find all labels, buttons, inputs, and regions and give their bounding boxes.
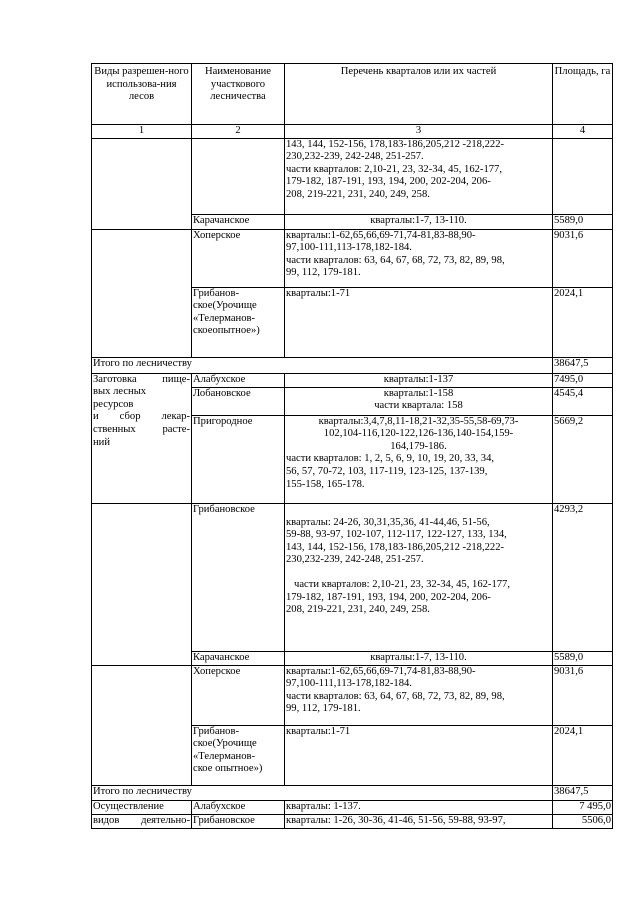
total-area: 38647,5 [553, 357, 613, 373]
quarters-line: части кварталов: 2,10-21, 23, 32-34, 45, 162-177, [286, 163, 502, 175]
quarters-line: 59-88, 93-97, 102-107, 112-117, 122-127, 133, 134, [286, 529, 507, 541]
total-row [92, 357, 613, 373]
header-row [92, 64, 613, 125]
quarters-line: 230,232-239, 242-248, 251-257. [286, 151, 424, 163]
quarters-line: кварталы:1-62,65,66,69-71,74-81,83-88,90- [286, 229, 476, 241]
quarters-line: кварталы:3,4,7,8,11-18,21-32,35-55,58-69,73- [318, 415, 519, 427]
forestry-name-lobanovskoe: Лобановское [192, 387, 285, 415]
use-type-cell: видов деятельно- [92, 814, 192, 828]
quarters-cell [285, 387, 553, 415]
quarters-cell: кварталы: 1-137. [285, 800, 553, 814]
use-type-line: ресурсов [93, 398, 134, 410]
quarters-cell: кварталы:1-137 [285, 373, 553, 387]
quarters-cell: кварталы:1-7, 13-110. [285, 214, 553, 229]
forestry-name-karachanskoe: Карачанское [192, 214, 285, 229]
quarters-line: 97,100-111,113-178,182-184. [286, 678, 412, 690]
header-use-type: Виды разрешен-ного использова-ния лесов [92, 64, 192, 125]
quarters-line: кварталы:1-158 [383, 387, 454, 399]
forestry-name-gribanovskoe: Грибановское [192, 814, 285, 828]
name-line: «Телерманов- [193, 750, 256, 762]
table-row [92, 503, 613, 651]
table-row [92, 814, 613, 828]
quarters-cell [285, 665, 553, 725]
quarters-cell [285, 415, 553, 503]
area-cell: 4293,2 [553, 503, 613, 651]
quarters-line: 179-182, 187-191, 193, 194, 200, 202-204, 206- [286, 176, 491, 188]
column-number: 2 [192, 125, 285, 139]
forestry-name-alabukhskoe: Алабухское [192, 373, 285, 387]
quarters-line: 102,104-116,120-122,126-136,140-154,159- [323, 428, 514, 440]
area-cell: 4545,4 [553, 387, 613, 415]
total-row [92, 785, 613, 800]
quarters-cell [285, 229, 553, 287]
use-type-cell [92, 229, 192, 357]
header-forestry-name: Наименование участкового лесничества [192, 64, 285, 125]
forestry-name-hoperskoe: Хоперское [192, 229, 285, 287]
quarters-line: 99, 112, 179-181. [286, 267, 361, 279]
area-cell: 5589,0 [553, 214, 613, 229]
quarters-cell [285, 503, 553, 651]
column-number: 1 [92, 125, 192, 139]
header-quarters-list: Перечень кварталов или их частей [285, 64, 553, 125]
quarters-line: части кварталов: 1, 2, 5, 6, 9, 10, 19, 20, 33, 34, [286, 453, 495, 465]
quarters-line: 164,179-186. [390, 440, 447, 452]
forest-quarters-table [91, 63, 613, 829]
area-cell: 5589,0 [553, 651, 613, 665]
quarters-line: части кварталов: 63, 64, 67, 68, 72, 73, 82, 89, 98, [286, 690, 505, 702]
quarters-line: 143, 144, 152-156, 178,183-186,205,212 -218,222- [286, 138, 505, 150]
forestry-name-prigorodnoe: Пригородное [192, 415, 285, 503]
area-cell: 5669,2 [553, 415, 613, 503]
quarters-line: кварталы: 24-26, 30,31,35,36, 41-44,46, 51-56, [286, 516, 490, 528]
quarters-line: 208, 219-221, 231, 240, 249, 258. [286, 188, 430, 200]
use-type-cell [92, 665, 192, 785]
quarters-cell: кварталы:1-7, 13-110. [285, 651, 553, 665]
total-label: Итого по лесничеству [92, 785, 553, 800]
area-cell: 5506,0 [553, 814, 613, 828]
quarters-line: 143, 144, 152-156, 178,183-186,205,212 -218,222- [286, 541, 505, 553]
forestry-name-cell [192, 138, 285, 214]
quarters-cell: кварталы:1-71 [285, 287, 553, 357]
area-cell: 7495,0 [553, 373, 613, 387]
use-type-line: вых лесных [93, 386, 147, 398]
name-line: ское(Урочище [193, 300, 257, 312]
total-label: Итого по лесничеству [92, 357, 553, 373]
quarters-cell: кварталы:1-71 [285, 725, 553, 785]
use-type-line: и сбор лекар- [93, 411, 190, 423]
use-type-line: ний [93, 436, 111, 448]
table-row [92, 229, 613, 287]
header-area: Площадь, га [553, 64, 613, 125]
quarters-cell: кварталы: 1-26, 30-36, 41-46, 51-56, 59-88, 93-97, [285, 814, 553, 828]
column-number-row [92, 125, 613, 139]
use-type-line: Заготовка пище- [93, 373, 190, 385]
area-cell: 2024,1 [553, 287, 613, 357]
use-type-cell: Осуществление [92, 800, 192, 814]
use-type-cell [92, 503, 192, 665]
area-cell: 7 495,0 [553, 800, 613, 814]
area-cell [553, 138, 613, 214]
quarters-line: 56, 57, 70-72, 103, 117-119, 123-125, 137-139, [286, 465, 488, 477]
quarters-line: части квартала: 158 [374, 400, 463, 412]
quarters-line: кварталы:1-62,65,66,69-71,74-81,83-88,90- [286, 665, 476, 677]
forestry-name-telermanovskoe [192, 287, 285, 357]
quarters-line: 208, 219-221, 231, 240, 249, 258. [286, 604, 430, 616]
name-line: ское опытное») [193, 763, 263, 775]
total-area: 38647,5 [553, 785, 613, 800]
name-line: «Телерманов- [193, 312, 256, 324]
quarters-line: 155-158, 165-178. [286, 478, 365, 490]
table-row [92, 138, 613, 214]
forestry-name-hoperskoe: Хоперское [192, 665, 285, 725]
quarters-cell [285, 138, 553, 214]
quarters-line: части кварталов: 2,10-21, 23, 32-34, 45, 162-177, [294, 578, 510, 590]
table-row [92, 800, 613, 814]
column-number: 3 [285, 125, 553, 139]
use-type-cell [92, 138, 192, 229]
use-type-line: ственных расте- [93, 423, 190, 435]
quarters-line: 99, 112, 179-181. [286, 703, 361, 715]
forestry-name-alabukhskoe: Алабухское [192, 800, 285, 814]
name-line: Грибанов- [193, 725, 240, 737]
quarters-line: части кварталов: 63, 64, 67, 68, 72, 73, 82, 89, 98, [286, 254, 505, 266]
area-cell: 2024,1 [553, 725, 613, 785]
quarters-line: 179-182, 187-191, 193, 194, 200, 202-204, 206- [286, 591, 491, 603]
table-row [92, 373, 613, 387]
use-type-cell [92, 373, 192, 503]
forestry-name-karachanskoe: Карачанское [192, 651, 285, 665]
name-line: Грибанов- [193, 287, 240, 299]
forestry-name-telermanovskoe [192, 725, 285, 785]
quarters-line: 230,232-239, 242-248, 251-257. [286, 554, 424, 566]
area-cell: 9031,6 [553, 665, 613, 725]
quarters-line: 97,100-111,113-178,182-184. [286, 242, 412, 254]
column-number: 4 [553, 125, 613, 139]
table-row [92, 665, 613, 725]
name-line: ское(Урочище [193, 738, 257, 750]
area-cell: 9031,6 [553, 229, 613, 287]
forestry-name-gribanovskoe: Грибановское [192, 503, 285, 651]
name-line: скоеопытное») [193, 325, 260, 337]
